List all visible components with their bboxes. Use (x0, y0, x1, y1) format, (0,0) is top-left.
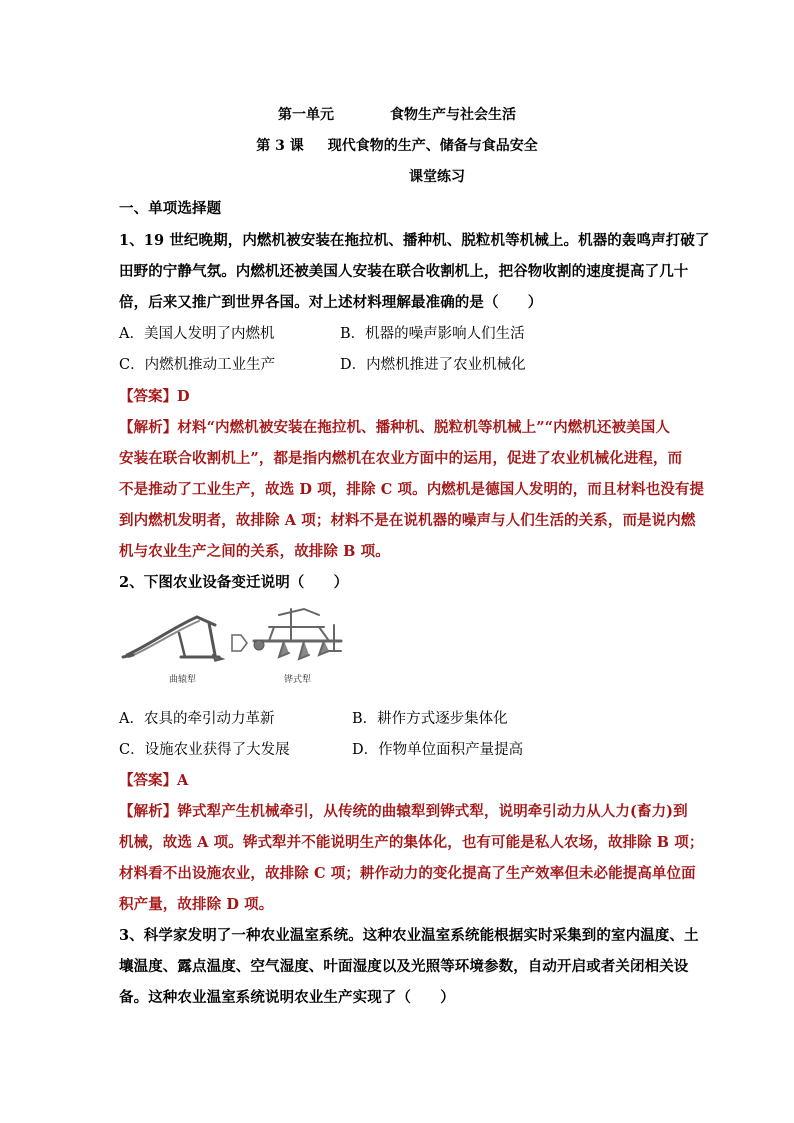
q2-line-1: 2、下图农业设备变迁说明（ ） (119, 574, 349, 591)
q1-option-c: C．内燃机推动工业生产 (119, 357, 276, 373)
q1-analysis-label: 【解析】 (119, 419, 178, 436)
q1-analysis-line-2: 安装在联合收割机上”，都是指内燃机在农业方面中的运用，促进了农业机械化进程，而 (119, 450, 683, 467)
q2-answer-label: 【答案】 (119, 772, 177, 789)
q3-line-3: 备。这种农业温室系统说明农业生产实现了（ ） (119, 989, 455, 1006)
q1-analysis-text-1: 材料“内燃机被安装在拖拉机、播种机、脱粒机等机械上”“内燃机还被美国人 (177, 419, 670, 436)
q2-option-b: B．耕作方式逐步集体化 (352, 711, 508, 727)
share-plough-icon (254, 609, 341, 659)
q1-answer (119, 385, 190, 406)
q2-analysis-line-4: 积产量，故排除 D 项。 (119, 896, 274, 913)
q2-analysis-label: 【解析】 (119, 803, 178, 820)
q2-analysis-line-3: 材料看不出设施农业，故排除 C 项；耕作动力的变化提高了生产效率但未必能提高单位面 (119, 865, 696, 882)
section-title: 一、单项选择题 (119, 200, 222, 217)
q3-line-2: 壤温度、露点温度、空气湿度、叶面湿度以及光照等环境参数，自动开启或者关闭相关设 (119, 958, 689, 975)
unit-title: 食物生产与社会生活 (390, 107, 516, 123)
lesson-title: 现代食物的生产、储备与食品安全 (327, 138, 538, 154)
q2-answer (119, 769, 188, 790)
q2-analysis-line-2: 机械，故选 A 项。铧式犁并不能说明生产的集体化，也有可能是私人农场，故排除 B 项； (119, 834, 704, 851)
q1-answer-value: D (177, 388, 190, 405)
q1-line-1: 1、19 世纪晚期，内燃机被安装在拖拉机、播种机、脱粒机等机械上。机器的轰鸣声打破了 (119, 232, 710, 249)
curved-shaft-plough-icon (123, 617, 223, 661)
q1-line-2: 田野的宁静气氛。内燃机还被美国人安装在联合收割机上，把谷物收割的速度提高了几十 (119, 263, 689, 280)
q2-analysis-line-1 (119, 800, 688, 821)
lesson-heading (0, 135, 794, 155)
q1-option-d: D．内燃机推进了农业机械化 (340, 357, 526, 373)
q2-answer-value: A (177, 772, 189, 789)
arrow-right-icon (232, 635, 247, 651)
figure-caption-1: 曲辕犁 (169, 675, 197, 685)
q2-analysis-text-1: 铧式犁产生机械牵引，从传统的曲辕犁到铧式犁，说明牵引动力从人力(畜力)到 (177, 803, 688, 820)
lesson-label: 第 3 课 (256, 138, 304, 154)
q1-analysis-line-4: 到内燃机发明者，故排除 A 项；材料不是在说机器的噪声与人们生活的关系，而是说内燃 (119, 512, 696, 529)
q1-analysis-line-5: 机与农业生产之间的关系，故排除 B 项。 (119, 543, 390, 560)
q1-option-b: B．机器的噪声影响人们生活 (340, 326, 525, 342)
figure-caption-2: 铧式犁 (284, 675, 312, 685)
q2-option-d: D．作物单位面积产量提高 (352, 742, 524, 758)
q1-analysis-line-1 (119, 416, 679, 437)
q1-analysis-line-3: 不是推动了工业生产，故选 D 项，排除 C 项。内燃机是德国人发明的，而且材料也没有提 (119, 481, 705, 498)
q2-option-c: C．设施农业获得了大发展 (119, 742, 290, 758)
q3-line-1: 3、科学家发明了一种农业温室系统。这种农业温室系统能根据实时采集到的室内温度、土 (119, 927, 699, 944)
q1-option-a: A．美国人发明了内燃机 (119, 326, 275, 342)
q1-line-3: 倍，后来又推广到世界各国。对上述材料理解最准确的是（ ） (119, 294, 543, 311)
unit-heading (0, 104, 794, 124)
practice-heading: 课堂练习 (409, 169, 465, 185)
unit-label: 第一单元 (278, 107, 334, 123)
q2-option-a: A．农具的牵引动力革新 (119, 711, 275, 727)
q1-answer-label: 【答案】 (119, 388, 177, 405)
plough-comparison-figure (119, 605, 349, 690)
